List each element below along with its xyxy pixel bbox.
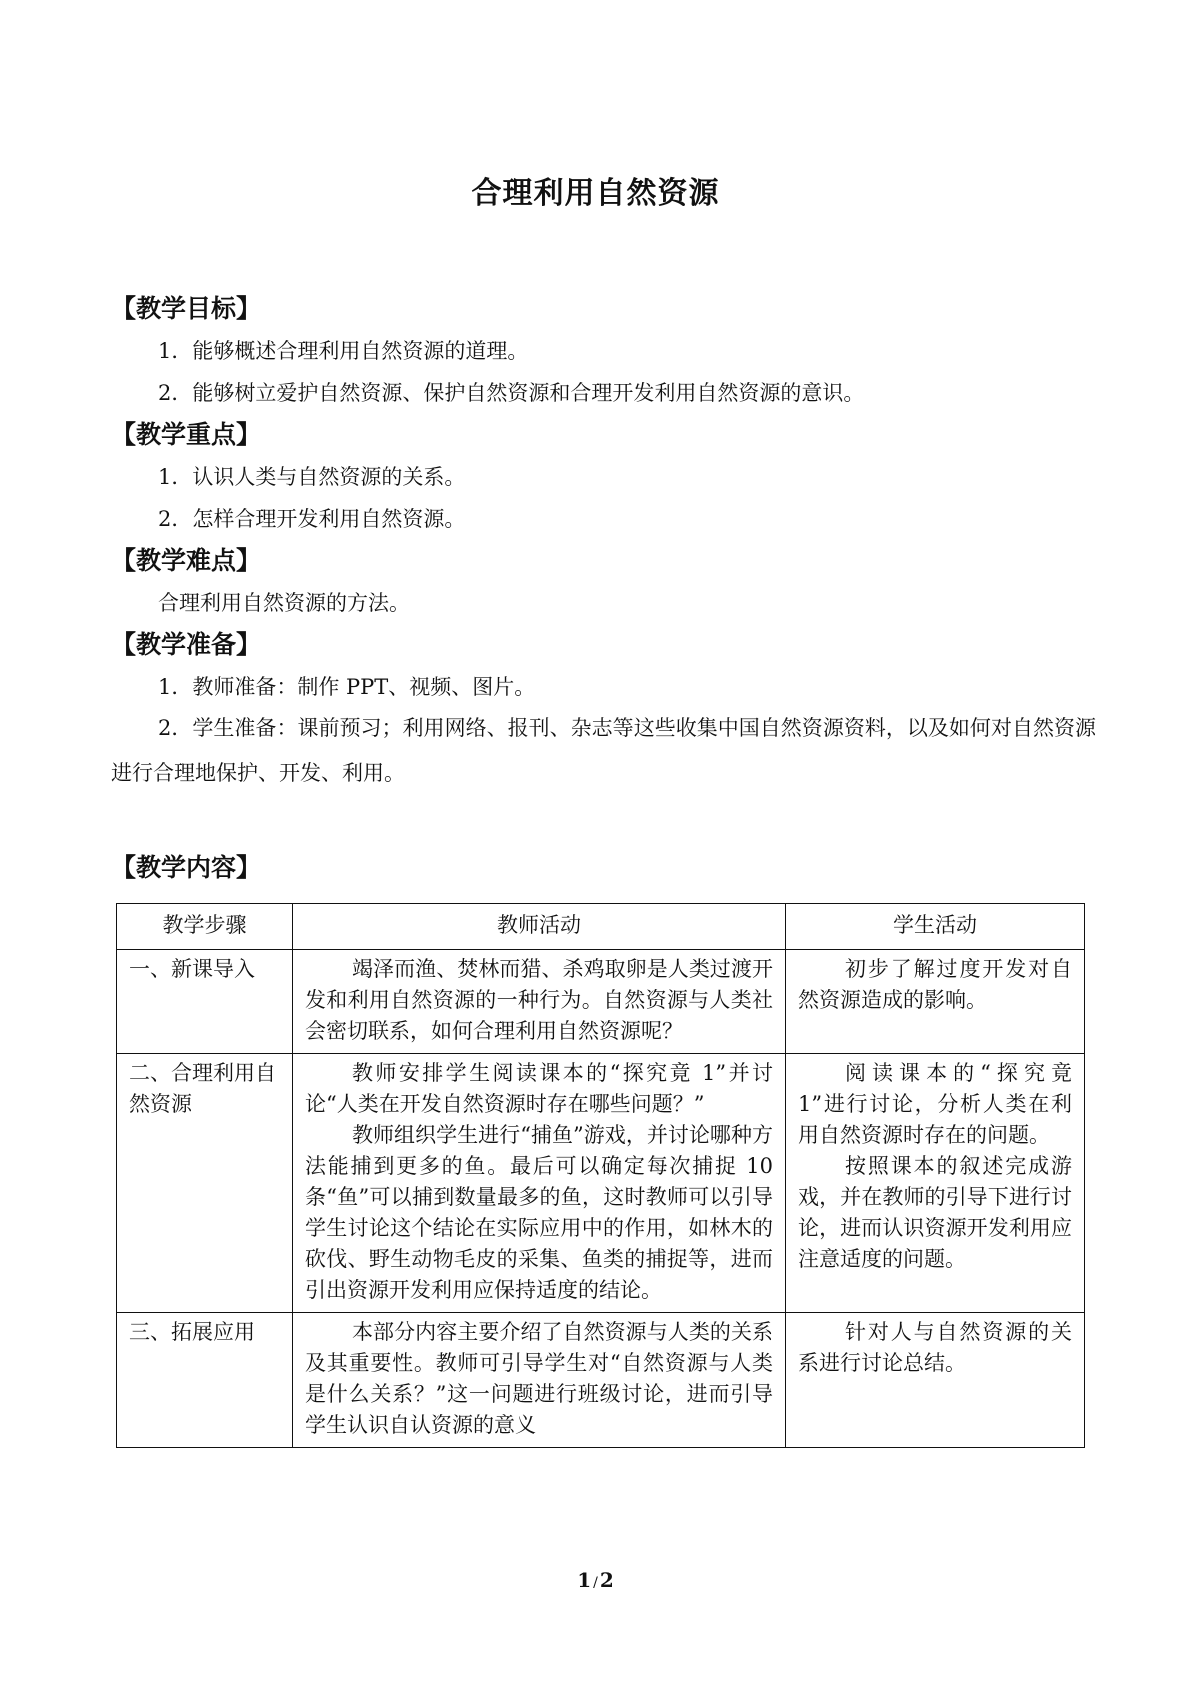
difficulty-item-1: 合理利用自然资源的方法。 (158, 591, 410, 615)
teacher-paragraph: 教师安排学生阅读课本的“探究竟 1”并讨论“人类在开发自然资源时存在哪些问题？” (305, 1061, 773, 1116)
table-row (117, 1313, 1085, 1448)
student-paragraph: 按照课本的叙述完成游戏，并在教师的引导下进行讨论，进而认识资源开发利用应注意适度的问题。 (798, 1154, 1072, 1271)
page-total: 2 (599, 1568, 614, 1592)
page-title: 合理利用自然资源 (471, 176, 720, 211)
heading-difficulties: 【教学难点】 (111, 546, 262, 575)
key-point-item-2: 2．怎样合理开发利用自然资源。 (158, 507, 466, 531)
teacher-paragraph: 本部分内容主要介绍了自然资源与人类的关系及其重要性。教师可引导学生对“自然资源与人类是什么关系？”这一问题进行班级讨论，进而引导学生认识自认资源的意义 (305, 1320, 773, 1437)
student-paragraph: 初步了解过度开发对自然资源造成的影响。 (798, 957, 1072, 1012)
table-row (117, 950, 1085, 1054)
heading-key-points: 【教学重点】 (111, 420, 262, 449)
table-header-row (117, 904, 1085, 950)
teacher-paragraph: 竭泽而渔、焚林而猎、杀鸡取卵是人类过渡开发和利用自然资源的一种行为。自然资源与人类社会密切联系，如何合理利用自然资源呢？ (305, 957, 773, 1043)
page-current: 1 (577, 1568, 592, 1592)
teacher-cell (293, 950, 786, 1054)
heading-preparation: 【教学准备】 (111, 630, 262, 659)
heading-content: 【教学内容】 (111, 853, 262, 882)
key-point-item-1: 1．认识人类与自然资源的关系。 (158, 465, 466, 489)
table-row (117, 1054, 1085, 1313)
objective-item-1: 1．能够概述合理利用自然资源的道理。 (158, 339, 529, 363)
step-cell: 二、合理利用自然资源 (117, 1054, 293, 1313)
student-paragraph: 针对人与自然资源的关系进行讨论总结。 (798, 1320, 1072, 1375)
student-paragraph: 阅读课本的“探究竟 1”进行讨论，分析人类在利用自然资源时存在的问题。 (798, 1061, 1072, 1147)
column-header-teacher: 教师活动 (293, 904, 786, 950)
step-cell: 一、新课导入 (117, 950, 293, 1054)
page-separator: / (593, 1575, 598, 1591)
preparation-item-1: 1．教师准备：制作 PPT、视频、图片。 (158, 675, 536, 699)
objective-item-2: 2．能够树立爱护自然资源、保护自然资源和合理开发利用自然资源的意识。 (158, 381, 865, 405)
page-number (0, 1568, 1191, 1592)
teaching-content-table (116, 903, 1085, 1448)
student-cell (786, 1054, 1085, 1313)
student-cell (786, 950, 1085, 1054)
column-header-step: 教学步骤 (117, 904, 293, 950)
preparation-item-2: 2．学生准备：课前预习；利用网络、报刊、杂志等这些收集中国自然资源资料，以及如何对自然资源进行合理地保护、开发、利用。 (111, 716, 1096, 785)
teacher-cell (293, 1313, 786, 1448)
heading-objectives: 【教学目标】 (111, 294, 262, 323)
step-cell: 三、拓展应用 (117, 1313, 293, 1448)
column-header-student: 学生活动 (786, 904, 1085, 950)
teacher-cell (293, 1054, 786, 1313)
student-cell (786, 1313, 1085, 1448)
teacher-paragraph: 教师组织学生进行“捕鱼”游戏，并讨论哪种方法能捕到更多的鱼。最后可以确定每次捕捉 10 条“鱼”可以捕到数量最多的鱼，这时教师可以引导学生讨论这个结论在实际应用中的作用，如林木的砍伐、野生动物毛皮的采集、鱼类的捕捉等，进而引出资源开发利用应保持适度的结论。 (305, 1123, 773, 1302)
